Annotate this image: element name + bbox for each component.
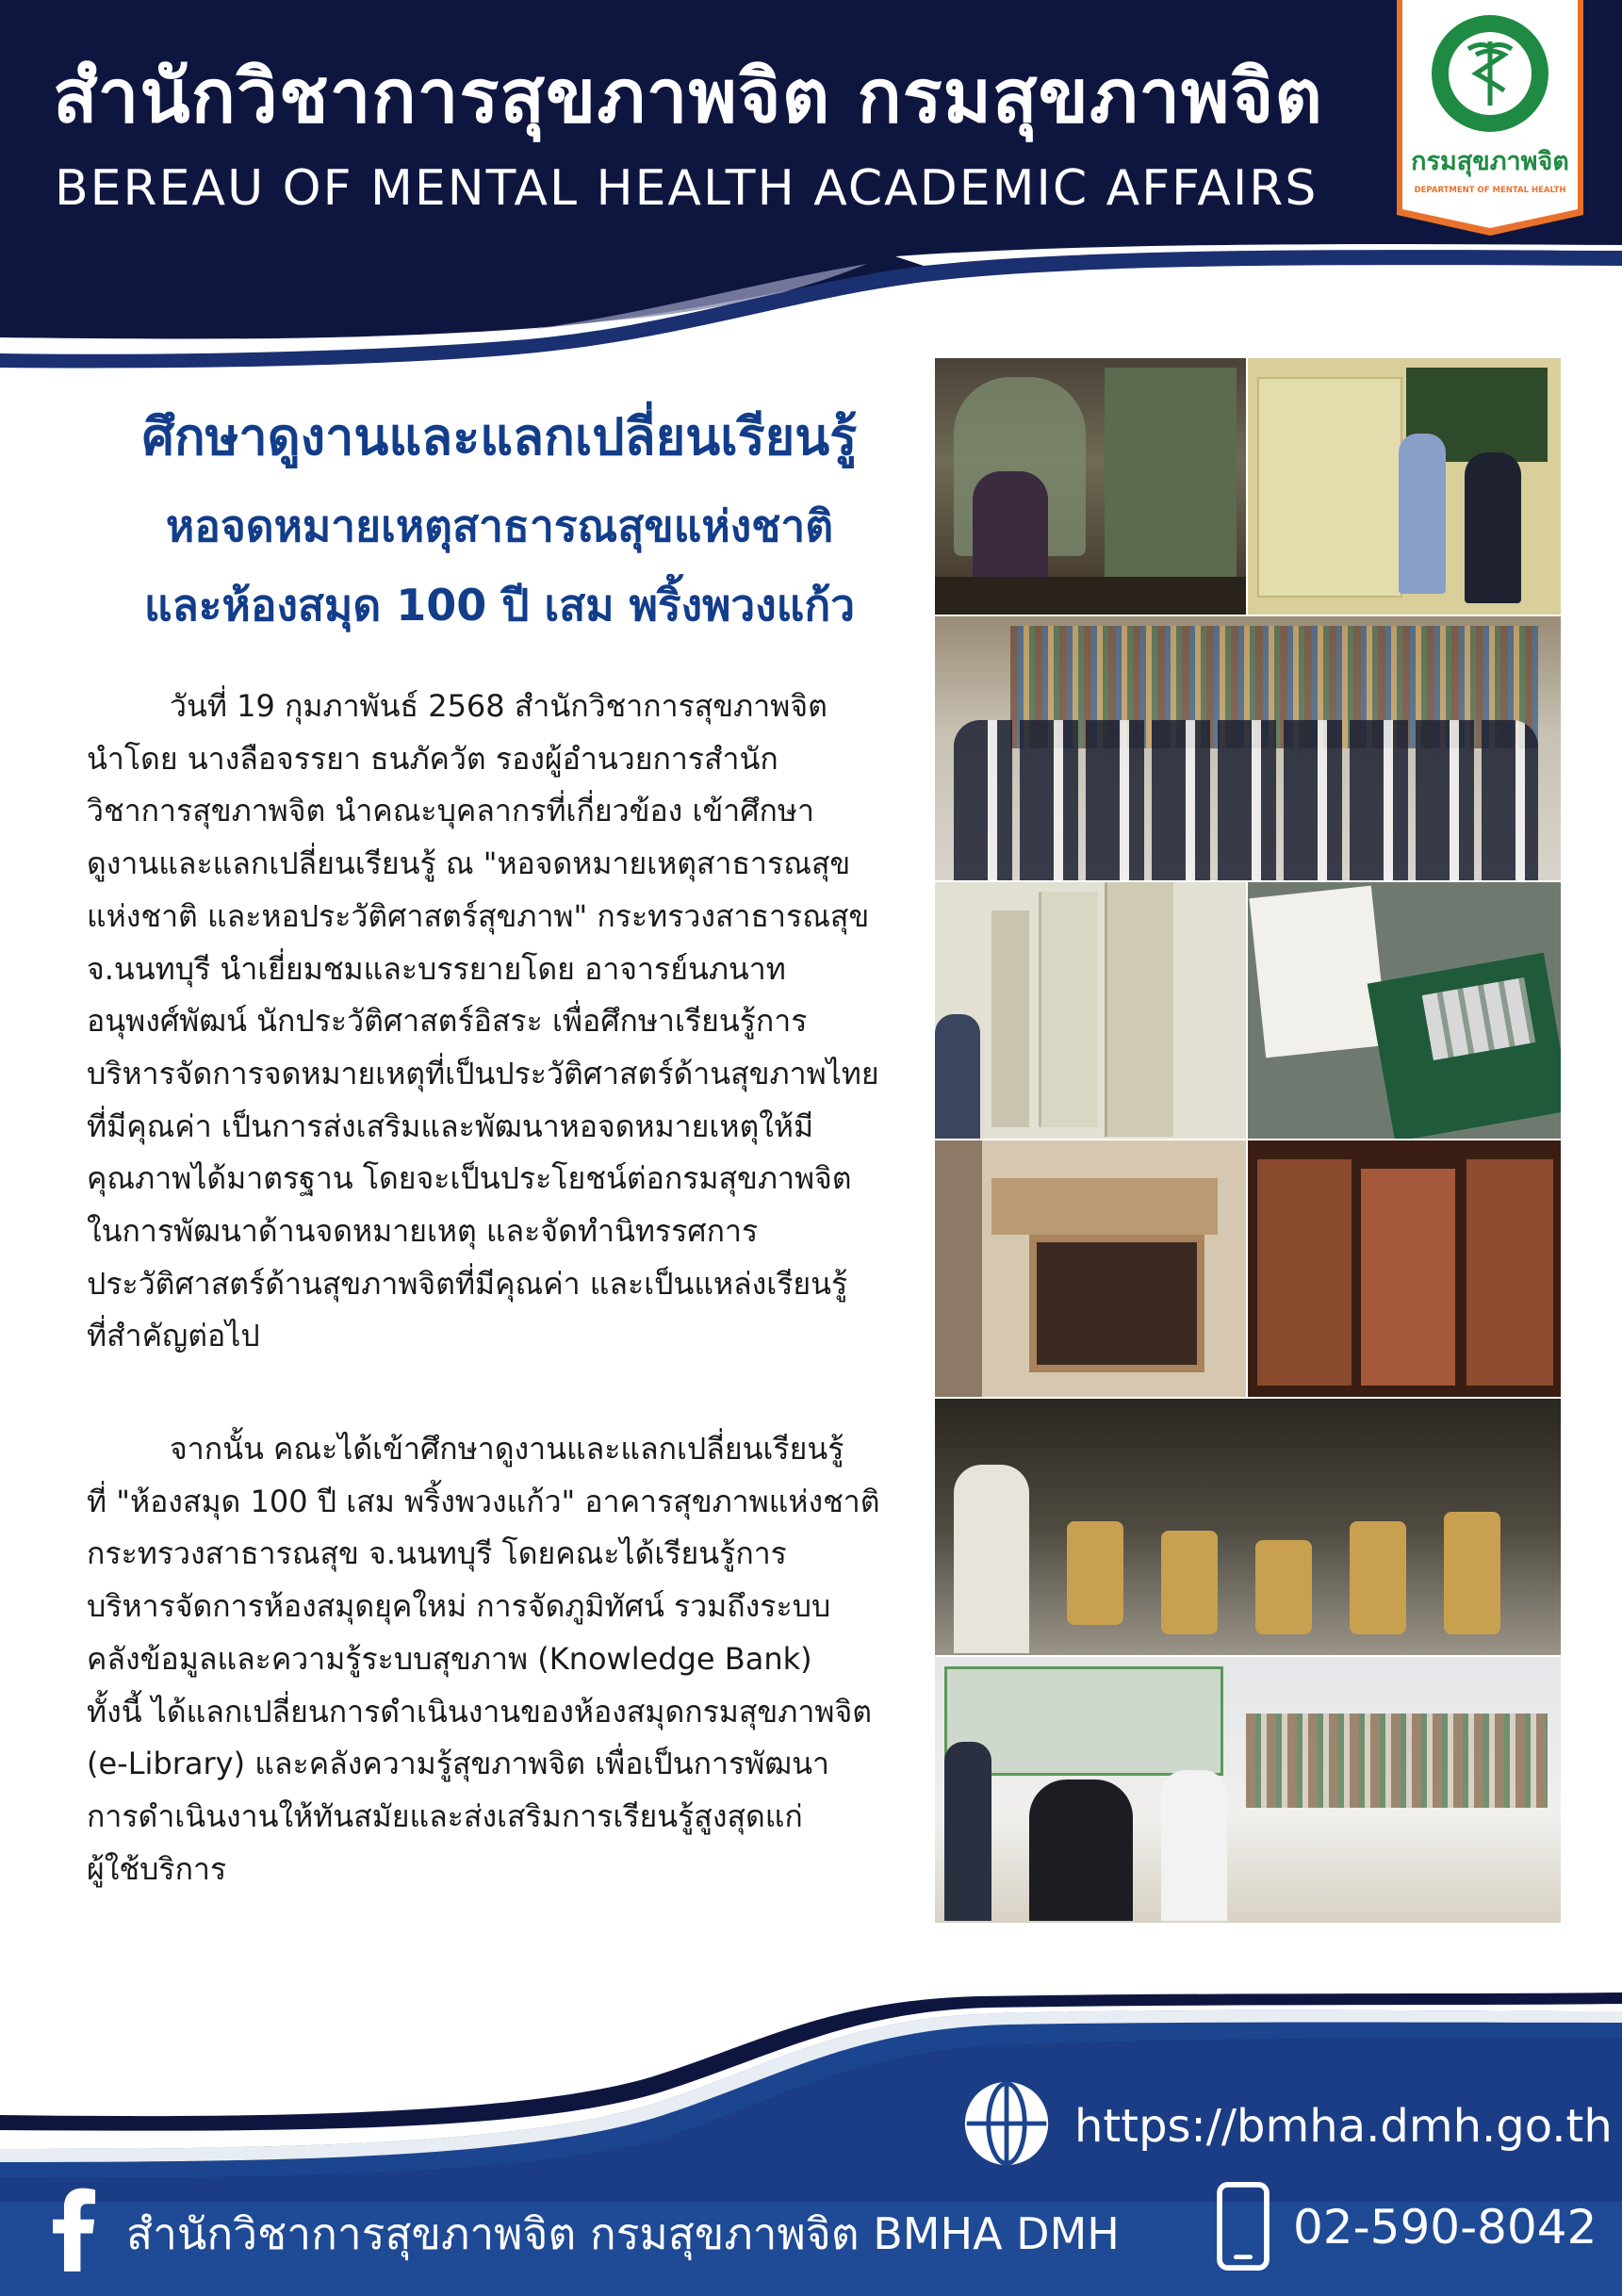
logo-name-english: DEPARTMENT OF MENTAL HEALTH [1414, 186, 1566, 195]
paragraph-line: ที่สำคัญต่อไป [87, 1318, 260, 1354]
paragraph-line: ทั้งนี้ ได้แลกเปลี่ยนการดำเนินงานของห้องสมุดกรมสุขภาพจิต [87, 1693, 872, 1730]
globe-icon [961, 2078, 1052, 2169]
article-heading: ศึกษาดูงานและแลกเปลี่ยนเรียนรู้ [141, 407, 858, 467]
photo-library-tour [935, 1657, 1561, 1923]
article-paragraph-2 [87, 1423, 897, 1895]
photo-group-library [935, 616, 1561, 880]
facebook-icon [51, 2185, 98, 2271]
paragraph-line: ประวัติศาสตร์ด้านสุขภาพจิตที่มีคุณค่า และเป็นแหล่งเรียนรู้ [87, 1265, 848, 1302]
website-link[interactable]: https://bmha.dmh.go.th [1074, 2100, 1613, 2153]
article-paragraph-1 [87, 681, 897, 1363]
phone-number[interactable]: 02-590-8042 [1293, 2200, 1597, 2255]
header-title-thai: สำนักวิชาการสุขภาพจิต กรมสุขภาพจิต [53, 55, 1323, 139]
paragraph-line: ดูงานและแลกเปลี่ยนเรียนรู้ ณ "หอจดหมายเหตุสาธารณสุข [87, 845, 851, 882]
paragraph-line: วิชาการสุขภาพจิต นำคณะบุคลากรที่เกี่ยวข้อง เข้าศึกษา [87, 793, 814, 829]
photo-archive-documents [1248, 882, 1561, 1139]
paragraph-line: กระทรวงสาธารณสุข จ.นนทบุรี โดยคณะได้เรียนรู้การ [87, 1535, 787, 1572]
paragraph-line: คุณภาพได้มาตรฐาน โดยจะเป็นประโยชน์ต่อกรมสุขภาพจิต [87, 1160, 852, 1197]
paragraph-line: จ.นนทบุรี นำเยี่ยมชมและบรรยายโดย อาจารย์นภนาท [87, 950, 786, 987]
paragraph-line: วันที่ 19 กุมภาพันธ์ 2568 สำนักวิชาการสุขภาพจิต [170, 688, 827, 724]
article-subheading-archive: หอจดหมายเหตุสาธารณสุขแห่งชาติ [165, 500, 834, 551]
phone-icon [1216, 2181, 1270, 2271]
photo-collage [935, 358, 1561, 1923]
paragraph-line: ที่ "ห้องสมุด 100 ปี เสม พริ้งพวงแก้ว" อาคารสุขภาพแห่งชาติ [87, 1483, 880, 1519]
photo-museum-displays [935, 1399, 1561, 1655]
paragraph-line: ที่มีคุณค่า เป็นการส่งเสริมและพัฒนาหอจดหมายเหตุให้มี [87, 1107, 814, 1144]
paragraph-line: ผู้ใช้บริการ [87, 1850, 227, 1887]
photo-wall-board [1248, 358, 1561, 615]
photo-exhibit-panels [1248, 1140, 1561, 1397]
department-logo [1393, 0, 1587, 236]
logo-name-thai: กรมสุขภาพจิต [1411, 147, 1569, 176]
photo-history-museum-entrance [935, 1140, 1246, 1397]
paragraph-line: การดำเนินงานให้ทันสมัยและส่งเสริมการเรียนรู้สูงสุดแก่ [87, 1797, 803, 1834]
photo-history-exhibit [935, 358, 1246, 615]
paragraph-line: คลังข้อมูลและความรู้ระบบสุขภาพ (Knowledge Bank) [87, 1640, 812, 1677]
paragraph-line: (e-Library) และคลังความรู้สุขภาพจิต เพื่อเป็นการพัฒนา [87, 1746, 829, 1782]
paragraph-line: นำโดย นางลือจรรยา ธนภัควัต รองผู้อำนวยการสำนัก [87, 740, 778, 777]
paragraph-line: อนุพงศ์พัฒน์ นักประวัติศาสตร์อิสระ เพื่อศึกษาเรียนรู้การ [87, 1003, 808, 1040]
header-title-english: BEREAU OF MENTAL HEALTH ACADEMIC AFFAIRS [55, 160, 1319, 217]
photo-archive-shelves [935, 882, 1246, 1139]
paragraph-line: บริหารจัดการห้องสมุดยุคใหม่ การจัดภูมิทัศน์ รวมถึงระบบ [87, 1588, 831, 1625]
paragraph-line: บริหารจัดการจดหมายเหตุที่เป็นประวัติศาสตร์ด้านสุขภาพไทย [87, 1055, 879, 1091]
facebook-page-name[interactable]: สำนักวิชาการสุขภาพจิต กรมสุขภาพจิต BMHA DMH [126, 2208, 1120, 2259]
paragraph-line: ในการพัฒนาด้านจดหมายเหตุ และจัดทำนิทรรศการ [87, 1213, 759, 1250]
paragraph-line: แห่งชาติ และหอประวัติศาสตร์สุขภาพ" กระทรวงสาธารณสุข [87, 897, 870, 934]
paragraph-line: จากนั้น คณะได้เข้าศึกษาดูงานและแลกเปลี่ยนเรียนรู้ [170, 1431, 844, 1467]
article-subheading-library: และห้องสมุด 100 ปี เสม พริ้งพวงแก้ว [143, 580, 856, 631]
